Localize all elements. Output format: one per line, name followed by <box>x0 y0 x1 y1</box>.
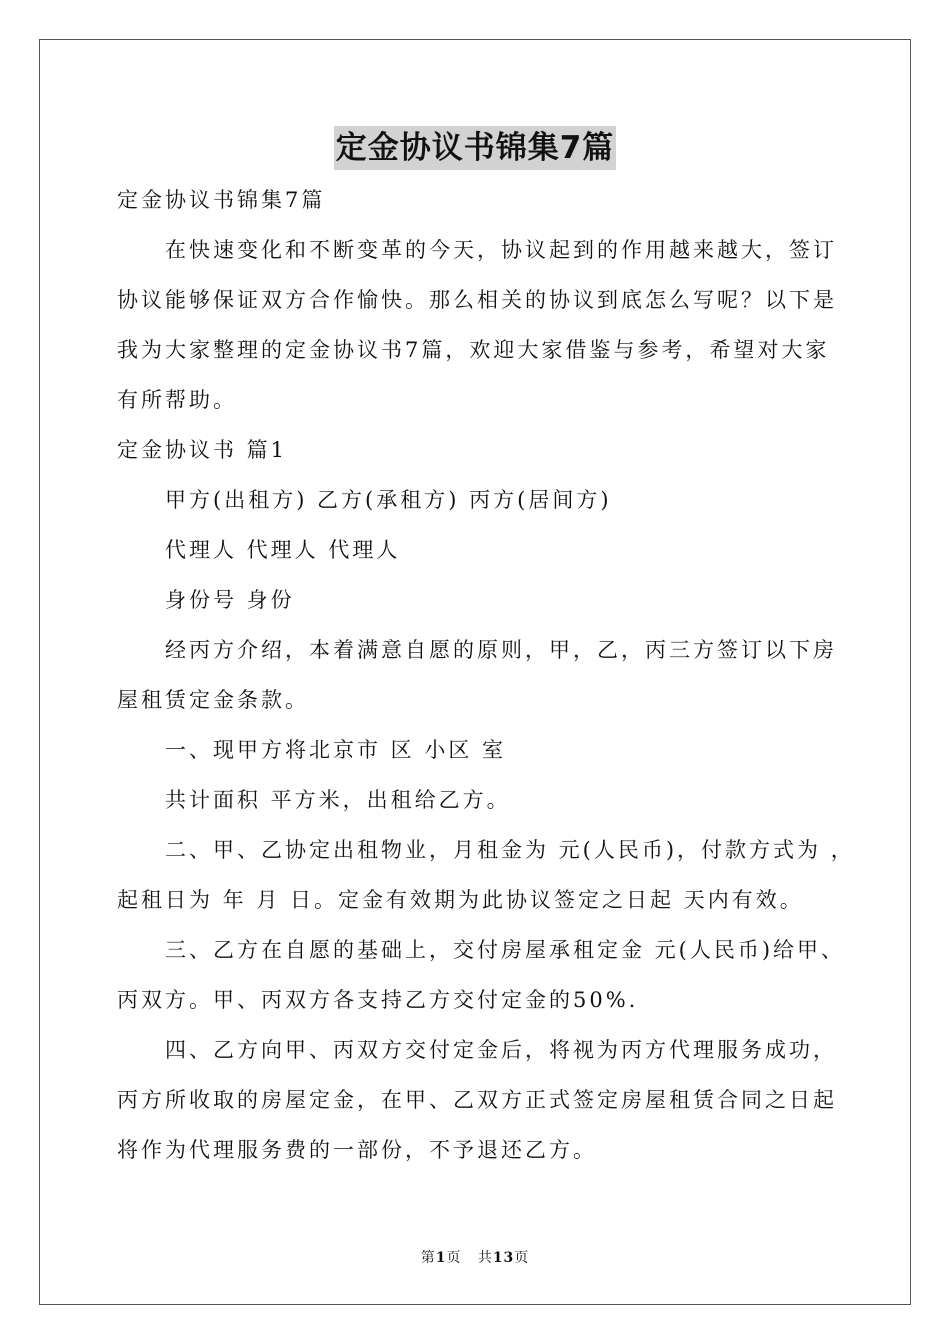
body-line: 屋租赁定金条款。 <box>117 688 309 712</box>
document-body <box>117 175 855 1175</box>
section-heading: 定金协议书 篇1 <box>117 438 288 462</box>
page-footer <box>0 1248 950 1268</box>
body-line: 经丙方介绍，本着满意自愿的原则，甲，乙，丙三方签订以下房 <box>165 638 837 662</box>
body-line: 身份号 身份 <box>165 588 295 612</box>
body-line: 三、乙方在自愿的基础上，交付房屋承租定金 元(人民币)给甲、 <box>165 938 846 962</box>
body-line: 有所帮助。 <box>117 388 237 412</box>
page-prefix: 第 <box>420 1250 436 1266</box>
page-number: 1 <box>435 1250 447 1266</box>
total-suffix: 页 <box>514 1250 530 1266</box>
body-line: 我为大家整理的定金协议书7篇，欢迎大家借鉴与参考，希望对大家 <box>117 338 830 362</box>
body-line: 甲方(出租方) 乙方(承租方) 丙方(居间方) <box>165 488 612 512</box>
total-pages: 13 <box>492 1250 515 1266</box>
body-line: 将作为代理服务费的一部份，不予退还乙方。 <box>117 1138 597 1162</box>
body-line: 一、现甲方将北京市 区 小区 室 <box>165 738 507 762</box>
body-line: 协议能够保证双方合作愉快。那么相关的协议到底怎么写呢？以下是 <box>117 288 837 312</box>
body-line: 四、乙方向甲、丙双方交付定金后，将视为丙方代理服务成功， <box>165 1038 837 1062</box>
page-suffix: 页 <box>446 1250 462 1266</box>
body-line: 二、甲、乙协定出租物业，月租金为 元(人民币)，付款方式为 ， <box>165 838 855 862</box>
title-container <box>0 126 950 170</box>
body-line: 丙双方。甲、丙双方各支持乙方交付定金的50%. <box>117 988 639 1012</box>
body-line: 起租日为 年 月 日。定金有效期为此协议签定之日起 天内有效。 <box>117 888 804 912</box>
body-line: 代理人 代理人 代理人 <box>165 538 401 562</box>
document-title: 定金协议书锦集7篇 <box>334 126 617 170</box>
body-line: 丙方所收取的房屋定金，在甲、乙双方正式签定房屋租赁合同之日起 <box>117 1088 837 1112</box>
body-line: 共计面积 平方米，出租给乙方。 <box>165 788 511 812</box>
body-line: 定金协议书锦集7篇 <box>117 188 326 212</box>
body-line: 在快速变化和不断变革的今天，协议起到的作用越来越大，签订 <box>165 238 837 262</box>
total-prefix: 共 <box>477 1250 493 1266</box>
